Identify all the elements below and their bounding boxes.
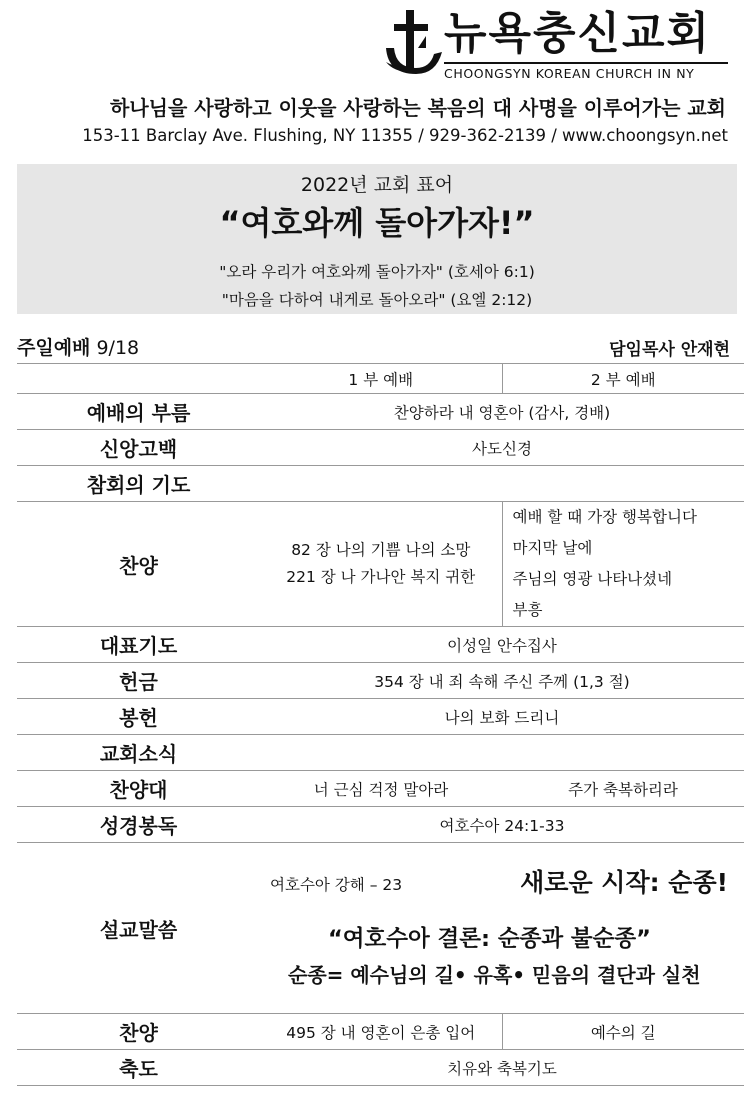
closing-hymn-second-service: 예수의 길 [502,1014,744,1050]
column-header-second-service: 2 부 예배 [502,364,744,394]
service-name: 주일예배 [17,337,91,359]
table-row [17,771,744,807]
column-header-first-service: 1 부 예배 [260,364,502,394]
church-address: 153-11 Barclay Ave. Flushing, NY 11355 / 929-362-2139 / www.choongsyn.net [82,126,728,145]
row-label: 참회의 기도 [17,466,260,502]
row-value [260,735,744,771]
praise-first-service [260,502,502,627]
row-label: 축도 [17,1050,260,1086]
table-row [17,1014,744,1050]
sermon-subtitle: “여호수아 결론: 순종과 불순종” [328,926,651,952]
table-row [17,663,744,699]
song-item: 예배 할 때 가장 행복합니다 [512,508,697,526]
choir-second-service: 주가 축복하리라 [502,771,744,807]
row-label: 신앙고백 [17,430,260,466]
row-label: 찬양대 [17,771,260,807]
table-row [17,1050,744,1086]
worship-program-table [17,363,744,1086]
table-row [17,807,744,843]
table-row [17,430,744,466]
row-label: 봉헌 [17,699,260,735]
row-value [260,466,744,502]
row-label: 설교말씀 [17,843,260,1014]
table-row [17,466,744,502]
row-value: 354 장 내 죄 속해 주신 주께 (1,3 절) [260,663,744,699]
senior-pastor: 담임목사 안재현 [609,340,730,360]
song-item: 주님의 영광 나타나셨네 [512,570,673,588]
table-row [17,735,744,771]
praise-second-service [502,502,744,627]
sermon-reference: 여호수아 강해 – 23 [270,876,403,894]
sermon-cell [260,843,744,1014]
theme-verse: "오라 우리가 여호와께 돌아가자" (호세아 6:1) [219,263,535,281]
row-label: 대표기도 [17,627,260,663]
logo-divider [444,62,728,64]
song-item: 마지막 날에 [512,539,593,557]
choir-first-service: 너 근심 걱정 말아라 [260,771,502,807]
row-value: 사도신경 [260,430,744,466]
table-row [17,699,744,735]
sermon-title: 새로운 시작: 순종! [520,868,728,897]
row-label: 성경봉독 [17,807,260,843]
hymn-item: 82 장 나의 기쁨 나의 소망 [291,541,471,559]
cross-ship-logo-icon [382,8,446,80]
table-row [17,843,744,1014]
row-value: 나의 보화 드리니 [260,699,744,735]
row-label: 교회소식 [17,735,260,771]
table-corner-cell [17,364,260,394]
table-row [17,627,744,663]
church-logo [382,8,728,84]
theme-verse: "마음을 다하여 내게로 돌아오라" (요엘 2:12) [221,291,533,309]
service-date: 9/18 [96,337,140,359]
row-value: 찬양하라 내 영혼아 (감사, 경배) [260,394,744,430]
service-heading [17,333,139,360]
row-value: 이성일 안수집사 [260,627,744,663]
song-item: 부흥 [512,601,543,619]
row-label: 헌금 [17,663,260,699]
bulletin-header [0,0,754,160]
logo-name: 뉴욕충신교회 [444,8,712,59]
row-label: 찬양 [17,502,260,627]
theme-year-label: 2022년 교회 표어 [300,174,454,196]
table-row [17,502,744,627]
row-label: 찬양 [17,1014,260,1050]
hymn-item: 221 장 나 가나안 복지 귀한 [286,568,476,586]
table-row [17,394,744,430]
theme-title: “여호와께 돌아가자!” [219,204,535,242]
church-motto: 하나님을 사랑하고 이웃을 사랑하는 복음의 대 사명을 이루어가는 교회 [110,96,726,120]
sermon-summary: 순종= 예수님의 길• 유혹• 믿음의 결단과 실천 [288,963,701,987]
row-value: 여호수아 24:1-33 [260,807,744,843]
yearly-theme-box [17,164,737,314]
logo-english-name: CHOONGSYN KOREAN CHURCH IN NY [444,66,695,81]
row-value: 치유와 축복기도 [260,1050,744,1086]
closing-hymn-first-service: 495 장 내 영혼이 은총 입어 [260,1014,502,1050]
row-label: 예배의 부름 [17,394,260,430]
table-header-row [17,364,744,394]
